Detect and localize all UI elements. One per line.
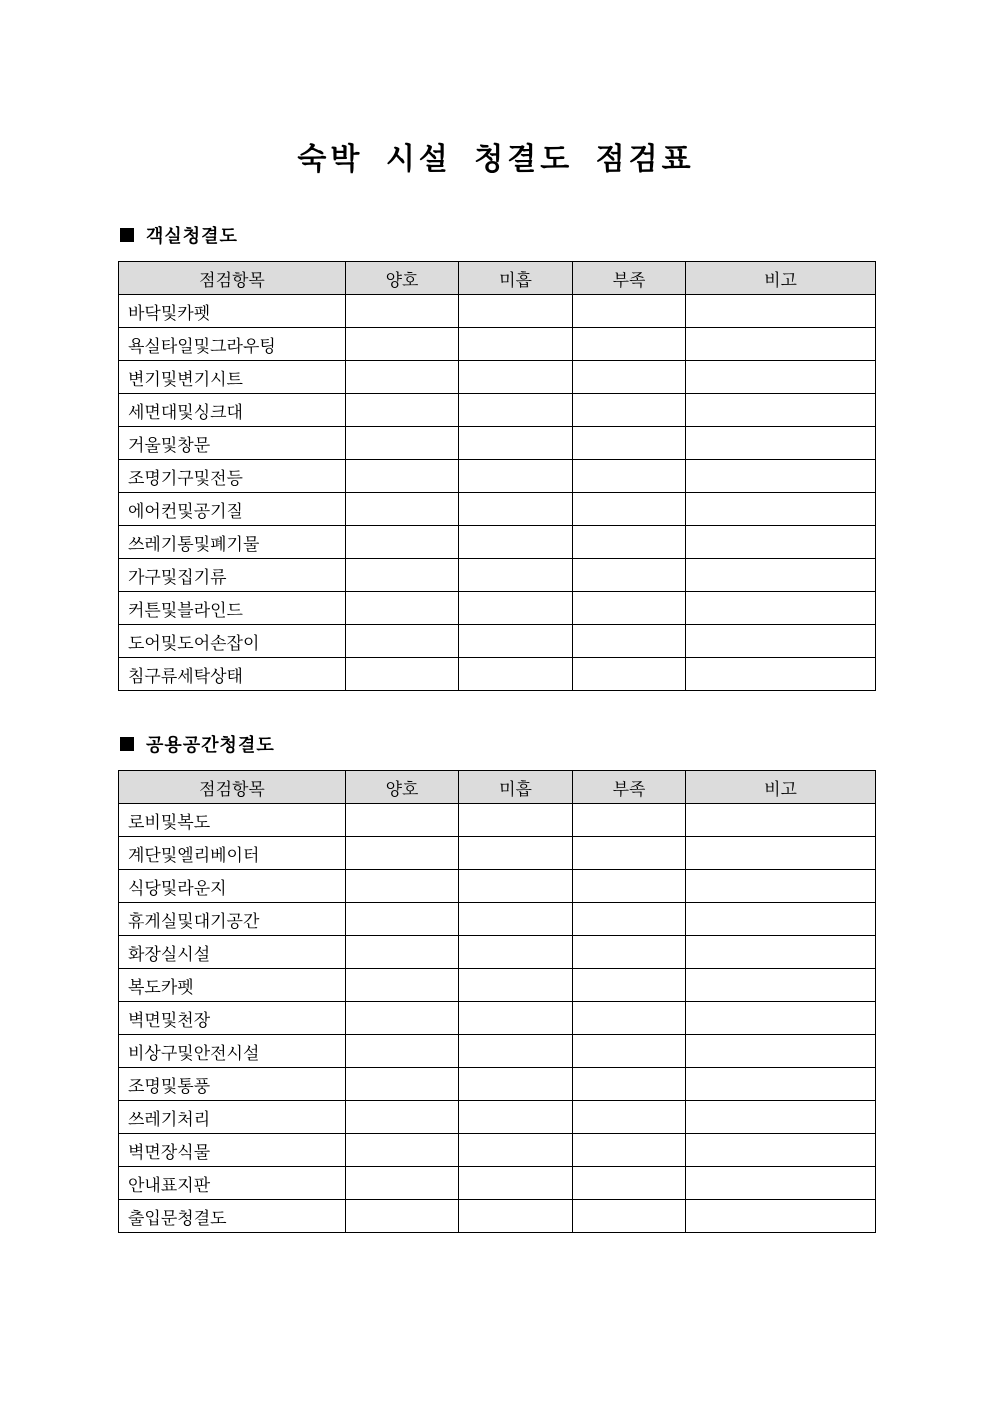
cell-lacking[interactable] bbox=[573, 870, 686, 903]
cell-poor[interactable] bbox=[459, 658, 573, 691]
cell-lacking[interactable] bbox=[573, 1068, 686, 1101]
cell-notes[interactable] bbox=[686, 328, 876, 361]
cell-notes[interactable] bbox=[686, 1167, 876, 1200]
cell-poor[interactable] bbox=[459, 493, 573, 526]
check-item-label: 조명기구및전등 bbox=[119, 460, 346, 493]
table-row bbox=[119, 592, 876, 625]
check-item-label: 휴게실및대기공간 bbox=[119, 903, 346, 936]
table-row bbox=[119, 1101, 876, 1134]
check-item-label: 복도카펫 bbox=[119, 969, 346, 1002]
cell-lacking[interactable] bbox=[573, 1200, 686, 1233]
table-row bbox=[119, 804, 876, 837]
table-header-row bbox=[119, 262, 876, 295]
cell-good[interactable] bbox=[346, 1101, 459, 1134]
cell-poor[interactable] bbox=[459, 460, 573, 493]
cell-lacking[interactable] bbox=[573, 1002, 686, 1035]
cell-lacking[interactable] bbox=[573, 361, 686, 394]
cell-notes[interactable] bbox=[686, 1134, 876, 1167]
check-item-label: 변기및변기시트 bbox=[119, 361, 346, 394]
cell-notes[interactable] bbox=[686, 936, 876, 969]
table-row bbox=[119, 903, 876, 936]
cell-poor[interactable] bbox=[459, 295, 573, 328]
cell-poor[interactable] bbox=[459, 1167, 573, 1200]
check-item-label: 쓰레기처리 bbox=[119, 1101, 346, 1134]
table-row bbox=[119, 1035, 876, 1068]
cell-poor[interactable] bbox=[459, 526, 573, 559]
cell-notes[interactable] bbox=[686, 361, 876, 394]
check-item-label: 침구류세탁상태 bbox=[119, 658, 346, 691]
check-item-label: 계단및엘리베이터 bbox=[119, 837, 346, 870]
table-row bbox=[119, 526, 876, 559]
section-room-cleanliness bbox=[118, 222, 875, 691]
table-row bbox=[119, 936, 876, 969]
table-row bbox=[119, 1002, 876, 1035]
square-bullet-icon bbox=[120, 228, 134, 242]
cell-good[interactable] bbox=[346, 936, 459, 969]
cell-lacking[interactable] bbox=[573, 493, 686, 526]
column-header-good: 양호 bbox=[346, 771, 459, 804]
cell-poor[interactable] bbox=[459, 361, 573, 394]
cell-lacking[interactable] bbox=[573, 559, 686, 592]
table-row bbox=[119, 361, 876, 394]
cell-lacking[interactable] bbox=[573, 460, 686, 493]
cell-good[interactable] bbox=[346, 559, 459, 592]
cell-lacking[interactable] bbox=[573, 427, 686, 460]
cell-lacking[interactable] bbox=[573, 1167, 686, 1200]
table-row bbox=[119, 295, 876, 328]
section-heading-text: 공용공간청결도 bbox=[146, 735, 275, 756]
cell-notes[interactable] bbox=[686, 394, 876, 427]
section-heading-text: 객실청결도 bbox=[146, 226, 238, 247]
cell-poor[interactable] bbox=[459, 804, 573, 837]
cell-lacking[interactable] bbox=[573, 1101, 686, 1134]
cell-lacking[interactable] bbox=[573, 526, 686, 559]
cell-notes[interactable] bbox=[686, 460, 876, 493]
cell-lacking[interactable] bbox=[573, 295, 686, 328]
cell-lacking[interactable] bbox=[573, 592, 686, 625]
check-item-label: 안내표지판 bbox=[119, 1167, 346, 1200]
cell-good[interactable] bbox=[346, 1068, 459, 1101]
cell-notes[interactable] bbox=[686, 969, 876, 1002]
checklist-table-common bbox=[118, 770, 876, 1233]
table-row bbox=[119, 837, 876, 870]
cell-lacking[interactable] bbox=[573, 903, 686, 936]
table-row bbox=[119, 969, 876, 1002]
cell-poor[interactable] bbox=[459, 328, 573, 361]
column-header-lacking: 부족 bbox=[573, 771, 686, 804]
cell-poor[interactable] bbox=[459, 1200, 573, 1233]
table-row bbox=[119, 625, 876, 658]
check-item-label: 커튼및블라인드 bbox=[119, 592, 346, 625]
cell-good[interactable] bbox=[346, 1167, 459, 1200]
check-item-label: 에어컨및공기질 bbox=[119, 493, 346, 526]
cell-good[interactable] bbox=[346, 592, 459, 625]
cell-poor[interactable] bbox=[459, 1002, 573, 1035]
cell-notes[interactable] bbox=[686, 592, 876, 625]
cell-notes[interactable] bbox=[686, 804, 876, 837]
section-common-area-cleanliness bbox=[118, 731, 875, 1233]
cell-good[interactable] bbox=[346, 625, 459, 658]
cell-good[interactable] bbox=[346, 837, 459, 870]
cell-good[interactable] bbox=[346, 658, 459, 691]
table-row bbox=[119, 559, 876, 592]
cell-good[interactable] bbox=[346, 1134, 459, 1167]
cell-poor[interactable] bbox=[459, 837, 573, 870]
cell-notes[interactable] bbox=[686, 870, 876, 903]
cell-lacking[interactable] bbox=[573, 837, 686, 870]
cell-notes[interactable] bbox=[686, 1068, 876, 1101]
column-header-good: 양호 bbox=[346, 262, 459, 295]
cell-notes[interactable] bbox=[686, 837, 876, 870]
cell-good[interactable] bbox=[346, 295, 459, 328]
cell-good[interactable] bbox=[346, 969, 459, 1002]
page-title: 숙박 시설 청결도 점검표 bbox=[297, 142, 695, 177]
cell-poor[interactable] bbox=[459, 394, 573, 427]
check-item-label: 거울및창문 bbox=[119, 427, 346, 460]
cell-good[interactable] bbox=[346, 526, 459, 559]
cell-good[interactable] bbox=[346, 361, 459, 394]
cell-notes[interactable] bbox=[686, 526, 876, 559]
cell-notes[interactable] bbox=[686, 1200, 876, 1233]
section-heading bbox=[118, 731, 875, 757]
column-header-notes: 비고 bbox=[686, 771, 876, 804]
cell-notes[interactable] bbox=[686, 625, 876, 658]
cell-good[interactable] bbox=[346, 903, 459, 936]
cell-lacking[interactable] bbox=[573, 394, 686, 427]
cell-poor[interactable] bbox=[459, 592, 573, 625]
cell-good[interactable] bbox=[346, 804, 459, 837]
checklist-table-room bbox=[118, 261, 876, 691]
table-row bbox=[119, 328, 876, 361]
cell-poor[interactable] bbox=[459, 1134, 573, 1167]
check-item-label: 가구및집기류 bbox=[119, 559, 346, 592]
column-header-notes: 비고 bbox=[686, 262, 876, 295]
column-header-item: 점검항목 bbox=[119, 771, 346, 804]
cell-notes[interactable] bbox=[686, 427, 876, 460]
cell-good[interactable] bbox=[346, 1200, 459, 1233]
table-row bbox=[119, 658, 876, 691]
cell-poor[interactable] bbox=[459, 625, 573, 658]
cell-lacking[interactable] bbox=[573, 658, 686, 691]
check-item-label: 욕실타일및그라우팅 bbox=[119, 328, 346, 361]
table-row bbox=[119, 1167, 876, 1200]
cell-good[interactable] bbox=[346, 1002, 459, 1035]
cell-poor[interactable] bbox=[459, 1035, 573, 1068]
cell-notes[interactable] bbox=[686, 295, 876, 328]
cell-notes[interactable] bbox=[686, 559, 876, 592]
table-row bbox=[119, 1068, 876, 1101]
check-item-label: 세면대및싱크대 bbox=[119, 394, 346, 427]
cell-notes[interactable] bbox=[686, 658, 876, 691]
table-row bbox=[119, 870, 876, 903]
cell-good[interactable] bbox=[346, 1035, 459, 1068]
check-item-label: 바닥및카펫 bbox=[119, 295, 346, 328]
cell-poor[interactable] bbox=[459, 1101, 573, 1134]
cell-notes[interactable] bbox=[686, 493, 876, 526]
cell-good[interactable] bbox=[346, 394, 459, 427]
table-row bbox=[119, 1134, 876, 1167]
cell-notes[interactable] bbox=[686, 903, 876, 936]
check-item-label: 로비및복도 bbox=[119, 804, 346, 837]
cell-poor[interactable] bbox=[459, 559, 573, 592]
column-header-item: 점검항목 bbox=[119, 262, 346, 295]
cell-lacking[interactable] bbox=[573, 936, 686, 969]
cell-poor[interactable] bbox=[459, 969, 573, 1002]
table-row bbox=[119, 493, 876, 526]
cell-good[interactable] bbox=[346, 870, 459, 903]
cell-lacking[interactable] bbox=[573, 969, 686, 1002]
check-item-label: 식당및라운지 bbox=[119, 870, 346, 903]
section-heading bbox=[118, 222, 875, 248]
table-row bbox=[119, 427, 876, 460]
cell-poor[interactable] bbox=[459, 903, 573, 936]
cell-poor[interactable] bbox=[459, 870, 573, 903]
check-item-label: 조명및통풍 bbox=[119, 1068, 346, 1101]
check-item-label: 쓰레기통및폐기물 bbox=[119, 526, 346, 559]
cell-lacking[interactable] bbox=[573, 1035, 686, 1068]
table-row bbox=[119, 460, 876, 493]
column-header-lacking: 부족 bbox=[573, 262, 686, 295]
table-row bbox=[119, 394, 876, 427]
cell-lacking[interactable] bbox=[573, 1134, 686, 1167]
check-item-label: 벽면및천장 bbox=[119, 1002, 346, 1035]
table-row bbox=[119, 1200, 876, 1233]
cell-notes[interactable] bbox=[686, 1002, 876, 1035]
cell-good[interactable] bbox=[346, 460, 459, 493]
cell-lacking[interactable] bbox=[573, 328, 686, 361]
cell-notes[interactable] bbox=[686, 1035, 876, 1068]
cell-poor[interactable] bbox=[459, 427, 573, 460]
column-header-poor: 미흡 bbox=[459, 262, 573, 295]
cell-good[interactable] bbox=[346, 493, 459, 526]
table-header-row bbox=[119, 771, 876, 804]
square-bullet-icon bbox=[120, 737, 134, 751]
cell-lacking[interactable] bbox=[573, 625, 686, 658]
check-item-label: 출입문청결도 bbox=[119, 1200, 346, 1233]
cell-poor[interactable] bbox=[459, 1068, 573, 1101]
cell-notes[interactable] bbox=[686, 1101, 876, 1134]
column-header-poor: 미흡 bbox=[459, 771, 573, 804]
check-item-label: 벽면장식물 bbox=[119, 1134, 346, 1167]
check-item-label: 화장실시설 bbox=[119, 936, 346, 969]
cell-good[interactable] bbox=[346, 328, 459, 361]
check-item-label: 도어및도어손잡이 bbox=[119, 625, 346, 658]
cell-good[interactable] bbox=[346, 427, 459, 460]
cell-lacking[interactable] bbox=[573, 804, 686, 837]
cell-poor[interactable] bbox=[459, 936, 573, 969]
check-item-label: 비상구및안전시설 bbox=[119, 1035, 346, 1068]
